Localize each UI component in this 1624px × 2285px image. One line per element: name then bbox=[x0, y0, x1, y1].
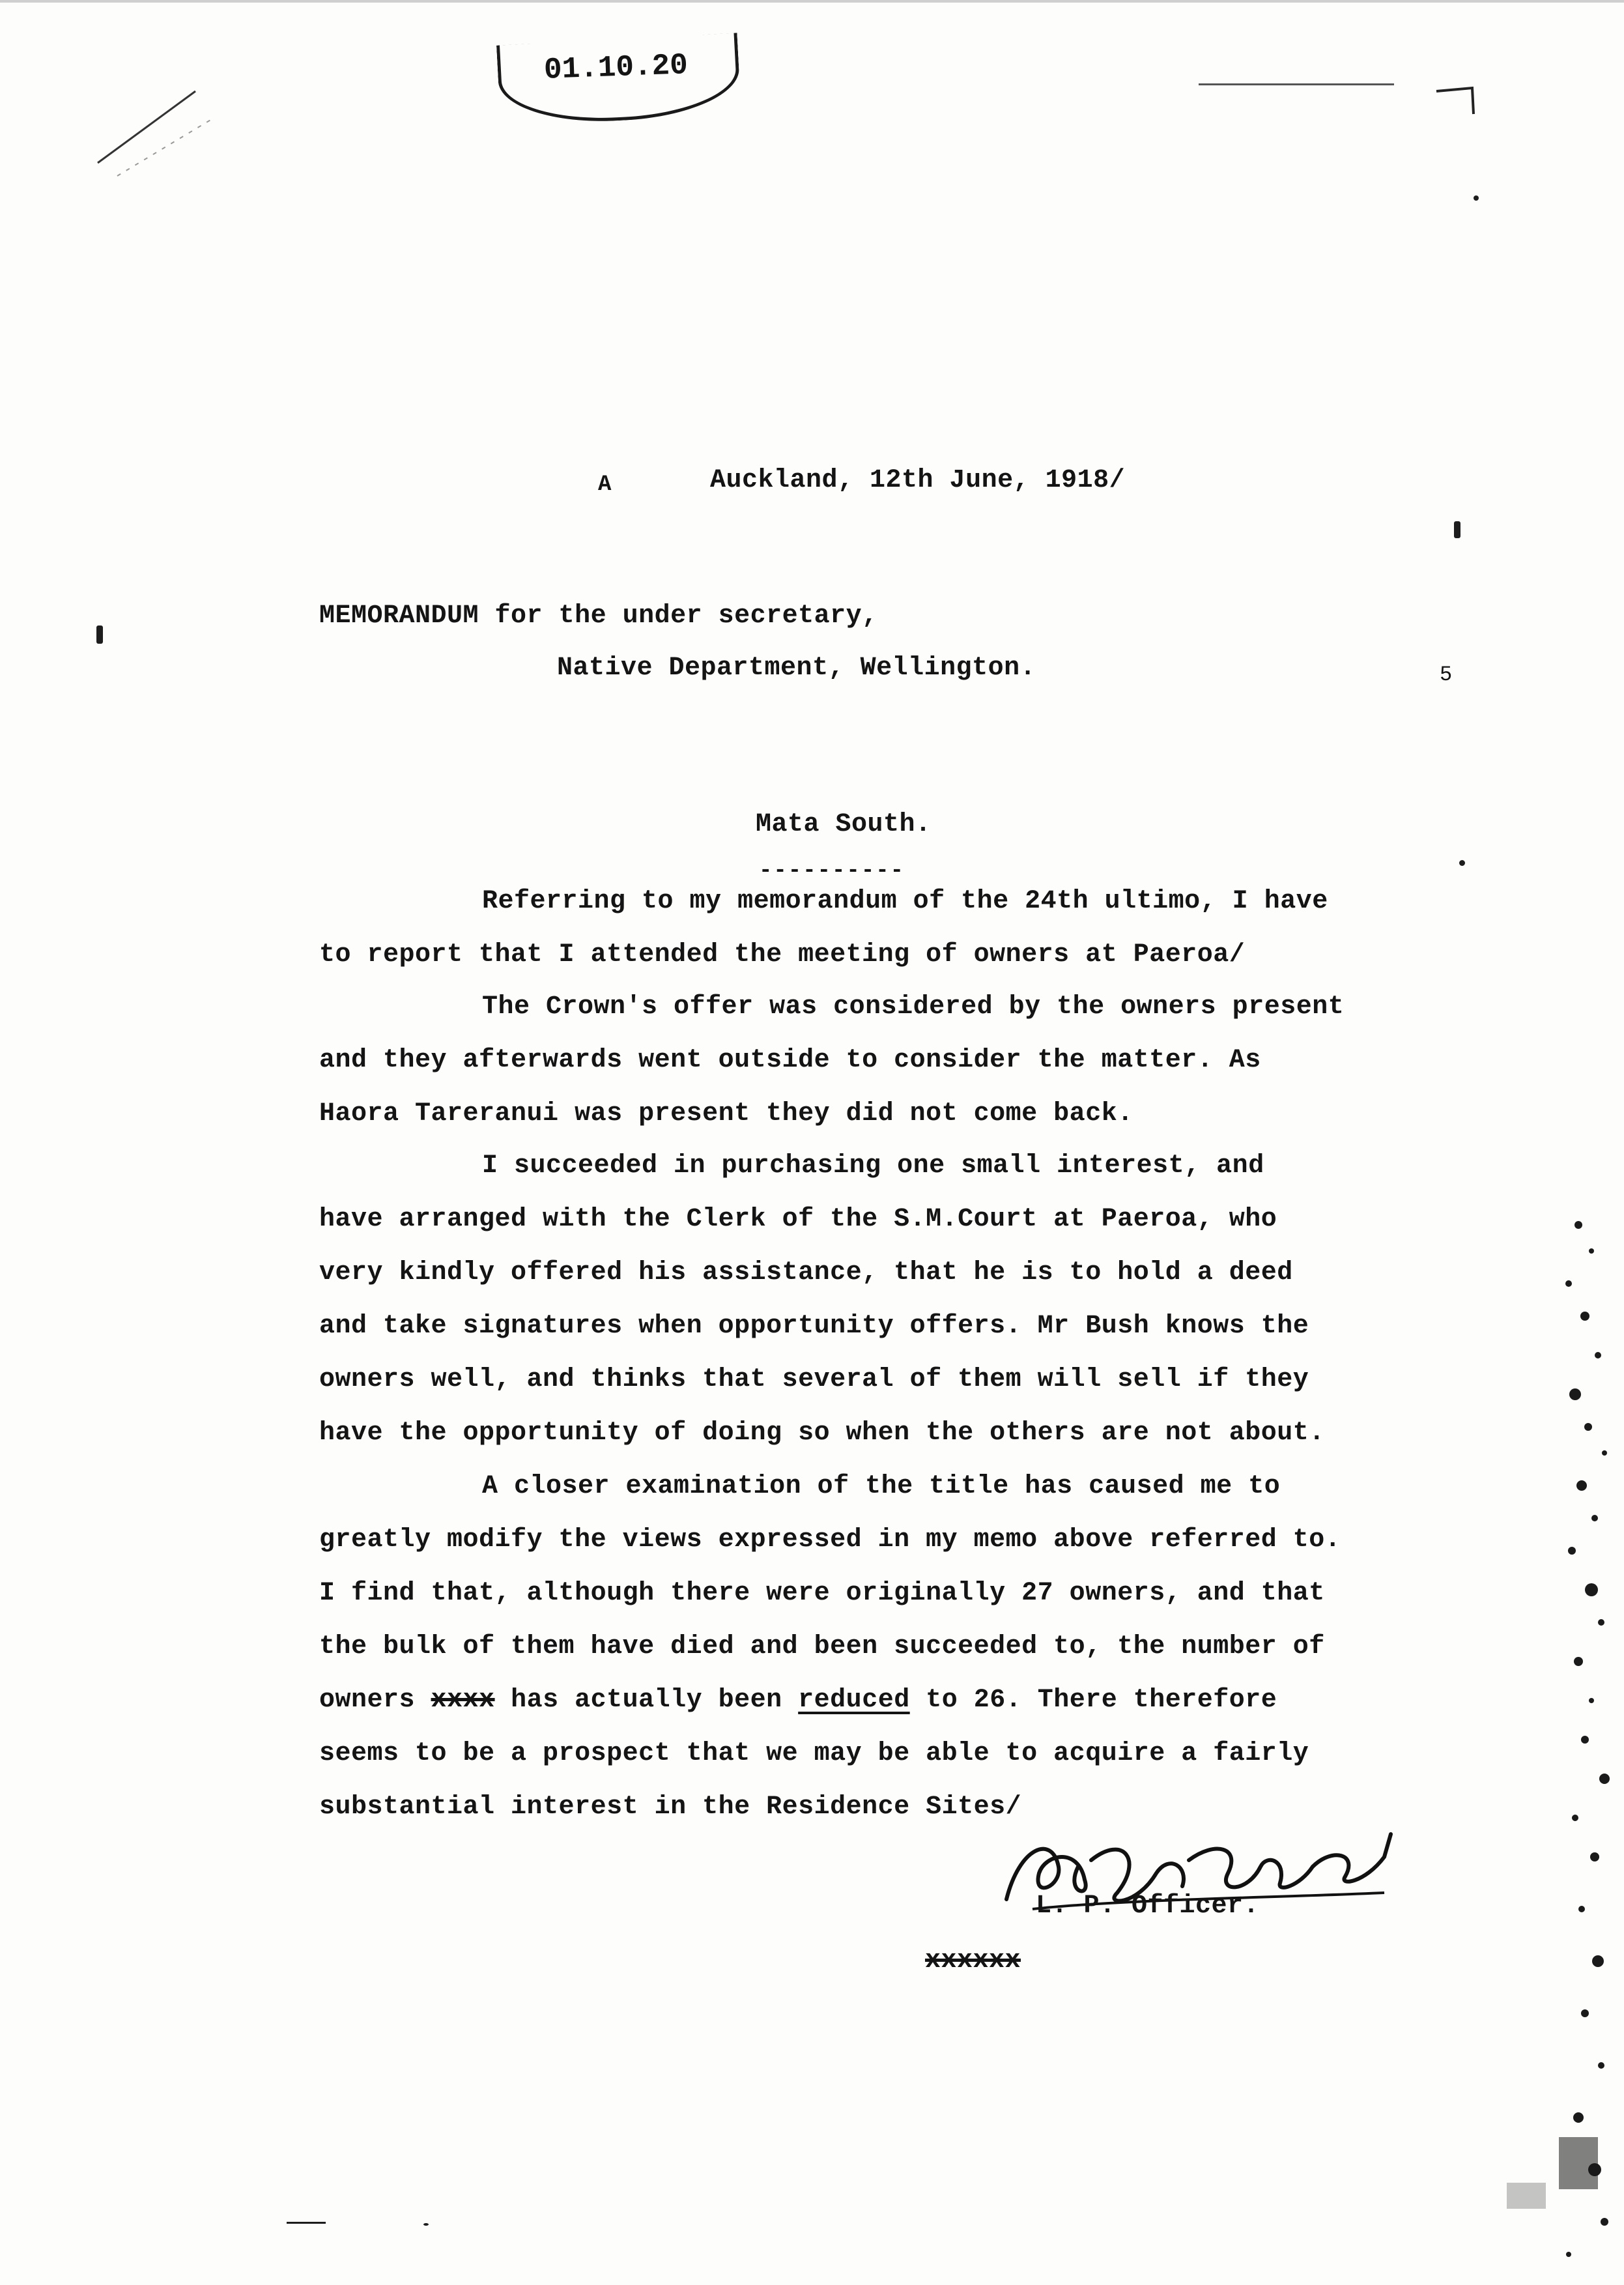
line-mid: has actually been bbox=[511, 1686, 782, 1715]
subject-heading: Mata South. bbox=[756, 810, 932, 839]
officer-title: L. P. Officer. bbox=[1036, 1891, 1260, 1921]
filing-stamp-text: 01.10.20 bbox=[543, 48, 689, 87]
underlined-word: reduced bbox=[798, 1686, 910, 1715]
body-line: The Crown's offer was considered by the owners present bbox=[482, 992, 1345, 1022]
body-line-with-correction bbox=[319, 1685, 1277, 1716]
body-line: and take signatures when opportunity offers. Mr Bush knows the bbox=[319, 1312, 1309, 1341]
date-mark: A bbox=[598, 472, 612, 497]
body-line: substantial interest in the Residence Sites/ bbox=[319, 1792, 1022, 1822]
struck-out-text: xxxx bbox=[431, 1686, 495, 1715]
line-end: to 26. There therefore bbox=[926, 1686, 1277, 1715]
line-start: owners bbox=[319, 1686, 416, 1715]
body-line: seems to be a prospect that we may be able to acquire a fairly bbox=[319, 1739, 1309, 1768]
scan-top-edge bbox=[0, 0, 1624, 3]
scan-mark-corner bbox=[1433, 78, 1485, 117]
scan-edge-noise bbox=[1429, 1205, 1624, 2280]
scan-speck bbox=[423, 2223, 429, 2226]
place-date: Auckland, 12th June, 1918/ bbox=[710, 466, 1126, 495]
subject-heading-rule: ---------- bbox=[759, 859, 905, 884]
body-line: and they afterwards went outside to consider the matter. As bbox=[319, 1046, 1261, 1075]
body-line: have arranged with the Clerk of the S.M.Court at Paeroa, who bbox=[319, 1205, 1277, 1234]
memo-addressee: MEMORANDUM for the under secretary, bbox=[319, 601, 878, 631]
margin-number: 5 bbox=[1440, 663, 1453, 687]
body-line: greatly modify the views expressed in my memo above referred to. bbox=[319, 1525, 1341, 1555]
scan-speck bbox=[1454, 521, 1460, 538]
scan-speck bbox=[1474, 195, 1479, 201]
body-line: owners well, and thinks that several of them will sell if they bbox=[319, 1365, 1309, 1394]
scan-line-top-right bbox=[1199, 83, 1394, 85]
struck-out-signature-text: xxxxxx bbox=[925, 1946, 1021, 1976]
body-line: I find that, although there were originally 27 owners, and that bbox=[319, 1579, 1325, 1608]
scan-speck bbox=[96, 625, 103, 644]
scan-speck bbox=[1459, 860, 1465, 866]
scan-mark-top-left bbox=[91, 65, 235, 195]
body-line: Haora Tareranui was present they did not come back. bbox=[319, 1099, 1133, 1128]
scan-speck bbox=[287, 2222, 326, 2224]
body-line: I succeeded in purchasing one small interest, and bbox=[482, 1151, 1264, 1181]
body-line: A closer examination of the title has caused me to bbox=[482, 1472, 1281, 1501]
body-line: Referring to my memorandum of the 24th ultimo, I have bbox=[482, 887, 1328, 916]
memo-department: Native Department, Wellington. bbox=[557, 654, 1036, 683]
body-line: to report that I attended the meeting of owners at Paeroa/ bbox=[319, 940, 1246, 970]
body-line: very kindly offered his assistance, that he is to hold a deed bbox=[319, 1258, 1293, 1287]
body-line: the bulk of them have died and been succeeded to, the number of bbox=[319, 1632, 1325, 1661]
body-line: have the opportunity of doing so when the others are not about. bbox=[319, 1418, 1325, 1448]
